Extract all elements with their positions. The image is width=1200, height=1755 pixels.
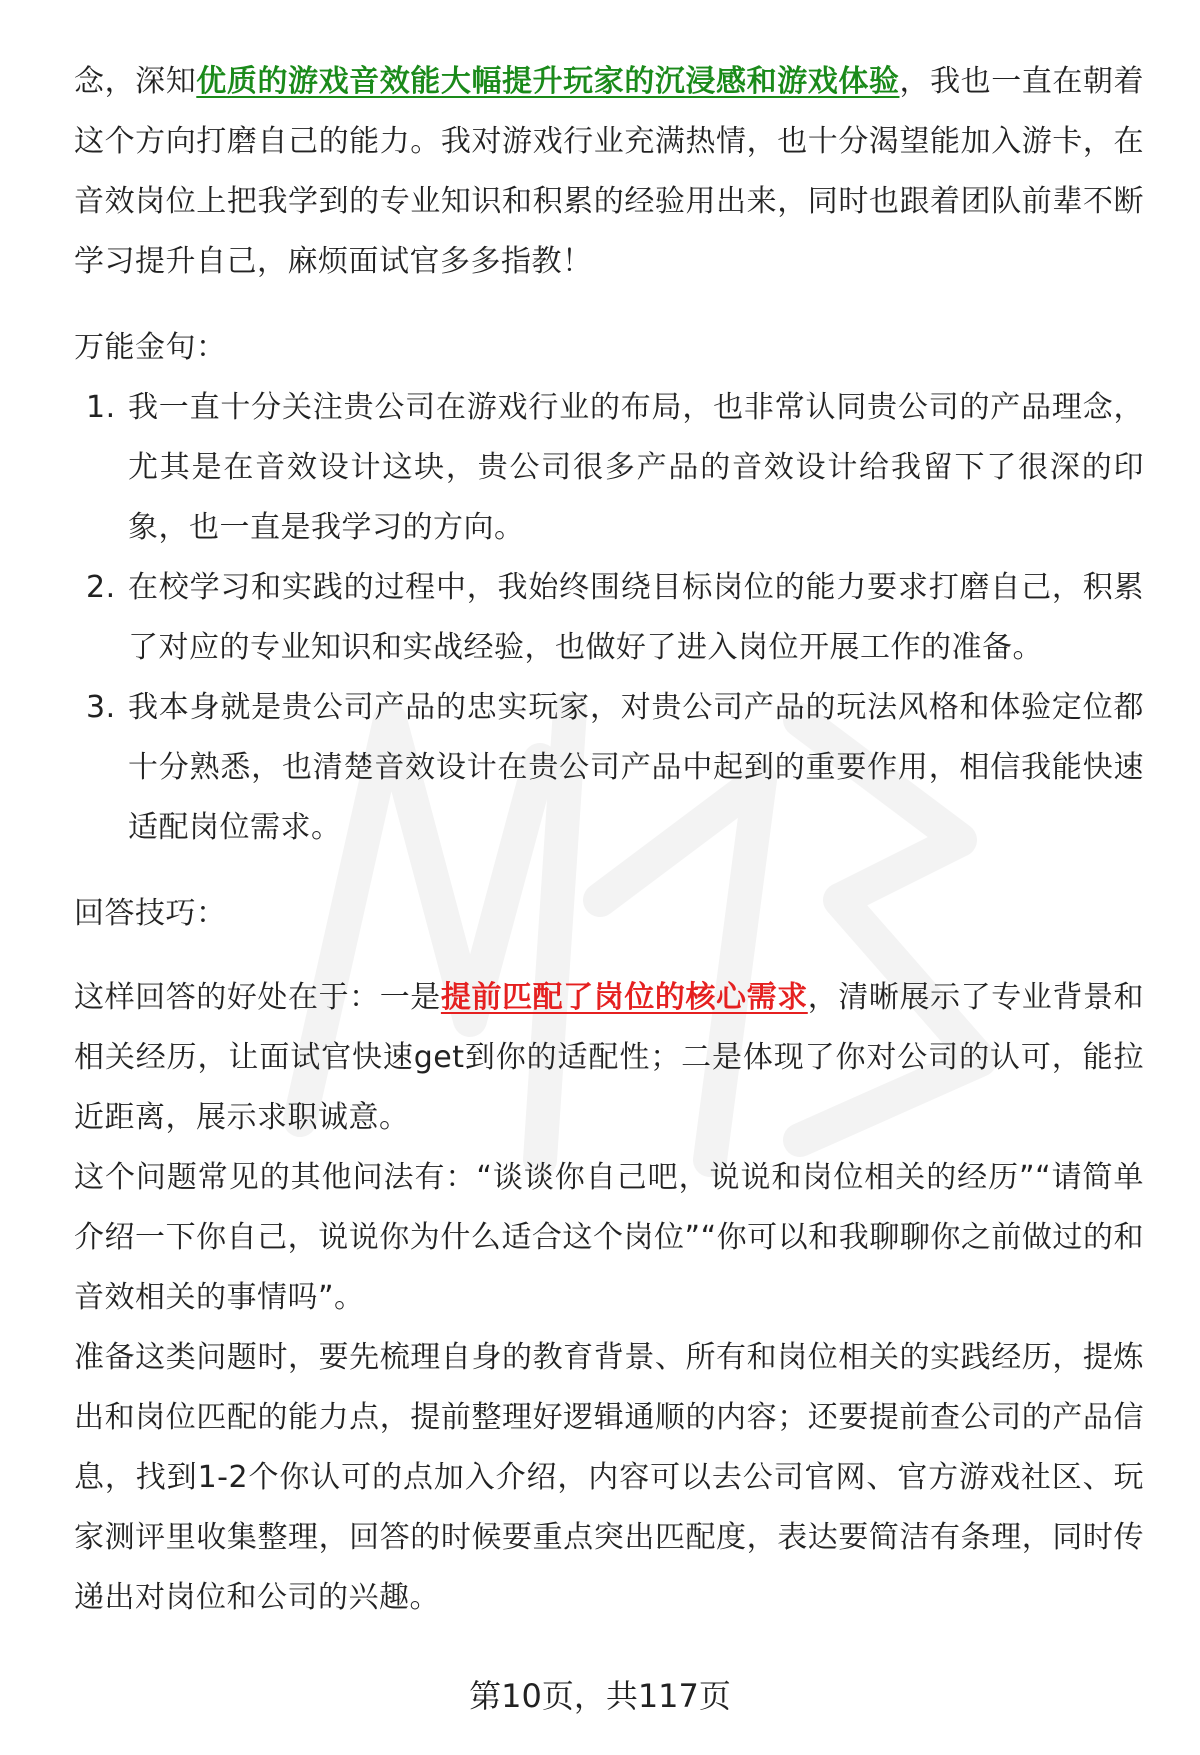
page-number-footer: 第10页，共117页 <box>469 1677 731 1715</box>
main-content <box>74 52 1144 1628</box>
list-item-number: 1. <box>86 390 116 425</box>
tips-text-before: 这样回答的好处在于：一是 <box>74 980 441 1015</box>
intro-text-after: ，我也一直在朝着这个方向打磨自己的能力。我对游戏行业充满热情，也十分渴望能加入游卡，在音效岗位上把我学到的专业知识和积累的经验用出来，同时也跟着团队前辈不断学习提升自己，麻烦面试官多多指教！ <box>74 64 1145 279</box>
list-item-number: 2. <box>86 570 116 605</box>
tips-paragraph-benefits <box>74 968 1144 1148</box>
list-item-text: 我一直十分关注贵公司在游戏行业的布局，也非常认同贵公司的产品理念，尤其是在音效设计这块，贵公司很多产品的音效设计给我留下了很深的印象，也一直是我学习的方向。 <box>128 390 1144 545</box>
tips-highlight: 提前匹配了岗位的核心需求 <box>440 980 808 1015</box>
golden-heading: 万能金句： <box>74 330 227 365</box>
tips-text-after: ，清晰展示了专业背景和相关经历，让面试官快速get到你的适配性；二是体现了你对公司的认可，能拉近距离，展示求职诚意。 <box>74 980 1145 1135</box>
intro-text-before: 念，深知 <box>74 64 197 99</box>
tips-heading: 回答技巧： <box>74 896 227 931</box>
list-item-number: 3. <box>86 690 116 725</box>
intro-highlight: 优质的游戏音效能大幅提升玩家的沉浸感和游戏体验 <box>196 64 900 99</box>
list-item <box>74 558 1144 678</box>
tips-paragraph-preparation: 准备这类问题时，要先梳理自身的教育背景、所有和岗位相关的实践经历，提炼出和岗位匹配的能力点，提前整理好逻辑通顺的内容；还要提前查公司的产品信息，找到1-2个你认可的点加入介绍，内容可以去公司官网、官方游戏社区、玩家测评里收集整理，回答的时候要重点突出匹配度，表达要简洁有条理，同时传递出对岗位和公司的兴趣。 <box>74 1340 1144 1615</box>
intro-paragraph <box>74 52 1144 292</box>
list-item-text: 我本身就是贵公司产品的忠实玩家，对贵公司产品的玩法风格和体验定位都十分熟悉，也清楚音效设计在贵公司产品中起到的重要作用，相信我能快速适配岗位需求。 <box>128 690 1144 845</box>
tips-paragraph-alternatives: 这个问题常见的其他问法有：“谈谈你自己吧，说说和岗位相关的经历”“请简单介绍一下你自己，说说你为什么适合这个岗位”“你可以和我聊聊你之前做过的和音效相关的事情吗”。 <box>74 1160 1144 1315</box>
list-item <box>74 678 1144 858</box>
golden-list <box>74 378 1144 858</box>
list-item <box>74 378 1144 558</box>
list-item-text: 在校学习和实践的过程中，我始终围绕目标岗位的能力要求打磨自己，积累了对应的专业知识和实战经验，也做好了进入岗位开展工作的准备。 <box>128 570 1144 665</box>
